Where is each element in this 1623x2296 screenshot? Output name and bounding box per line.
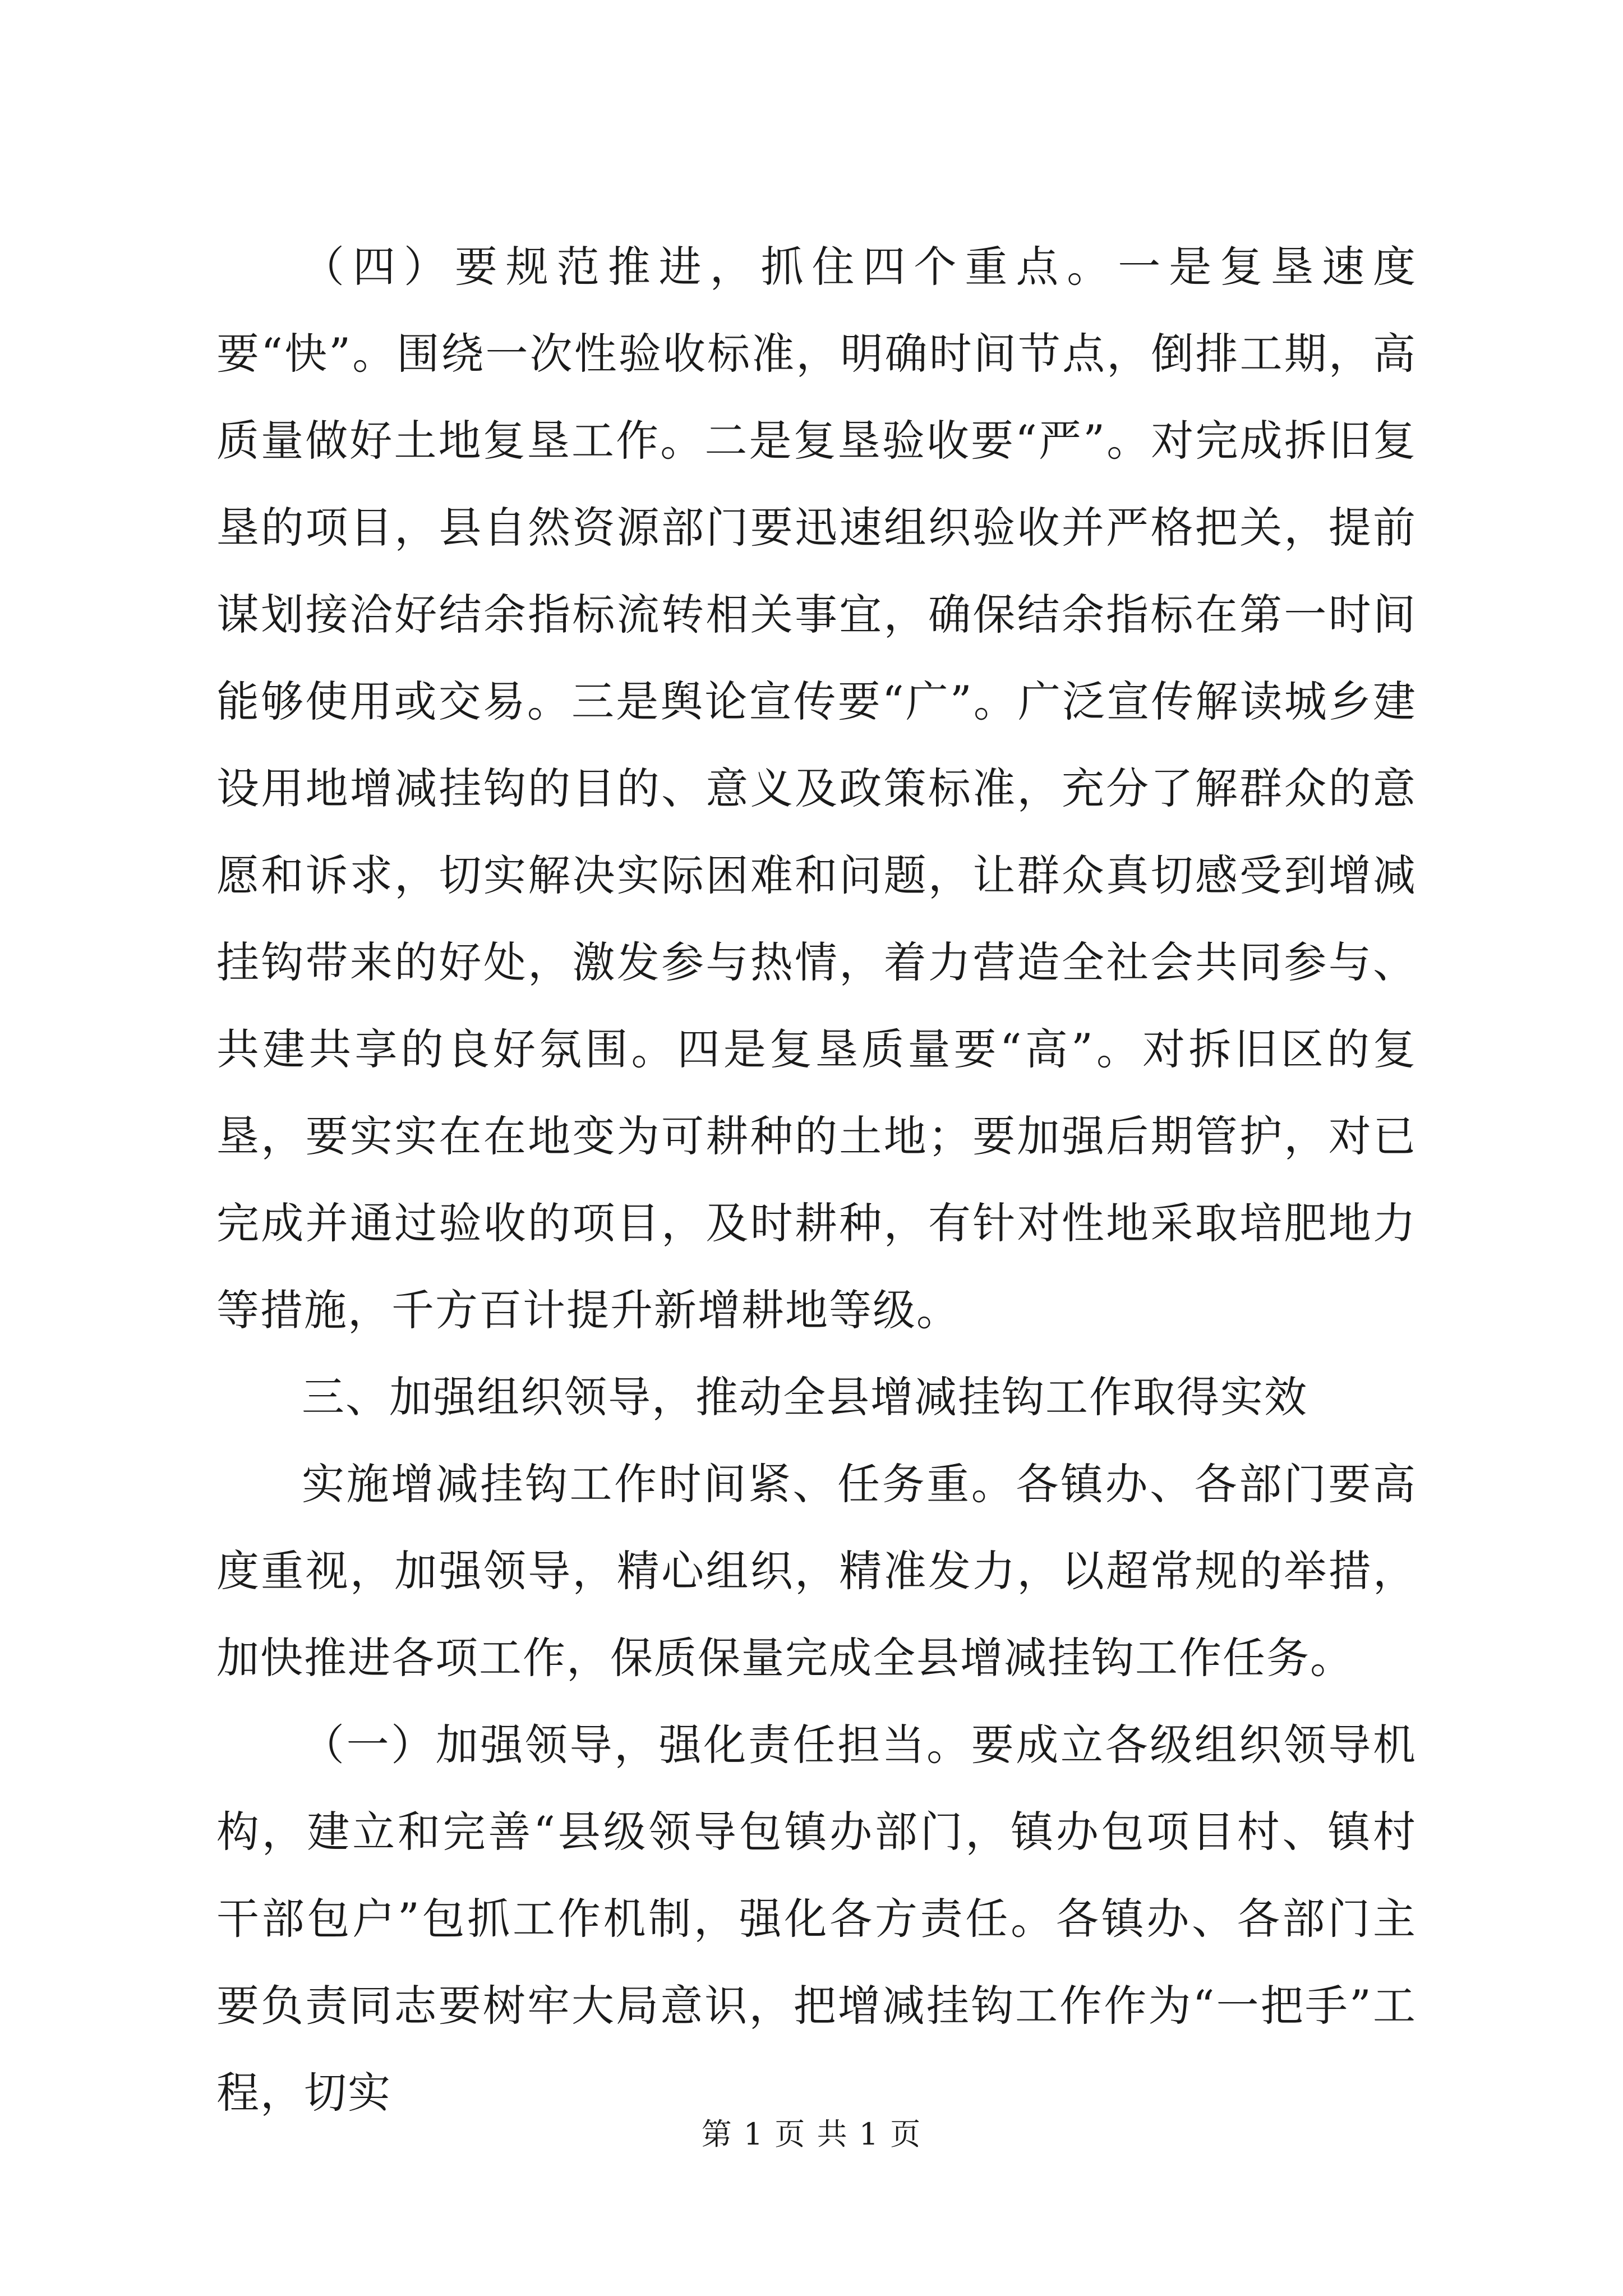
section-heading-three: 三、加强组织领导，推动全县增减挂钩工作取得实效 bbox=[302, 1372, 1308, 1422]
paragraph-four-key-points: （四）要规范推进，抓住四个重点。一是复垦速度要“快”。围绕一次性验收标准，明确时间节点，倒排工期，高质量做好土地复垦工作。二是复垦验收要“严”。对完成拆旧复垦的项目，县自然资源部门要迅速组织验收并严格把关，提前谋划接洽好结余指标流转相关事宜，确保结余指标在第一时间能够使用或交易。三是舆论宣传要“广”。广泛宣传解读城乡建设用地增减挂钩的目的、意义及政策标准，充分了解群众的意愿和诉求，切实解决实际困难和问题，让群众真切感受到增减挂钩带来的好处，激发参与热情，着力营造全社会共同参与、共建共享的良好氛围。四是复垦质量要“高”。对拆旧区的复垦，要实实在在地变为可耕种的土地；要加强后期管护，对已完成并通过验收的项目，及时耕种，有针对性地采取培肥地力等措施，千方百计提升新增耕地等级。 bbox=[216, 242, 1417, 1335]
document-body bbox=[216, 223, 1417, 2136]
page-footer: 第 1 页 共 1 页 bbox=[701, 2116, 922, 2152]
paragraph-leadership: （一）加强领导，强化责任担当。要成立各级组织领导机构，建立和完善“县级领导包镇办部门，镇办包项目村、镇村干部包户”包抓工作机制，强化各方责任。各镇办、各部门主要负责同志要树牢大局意识，把增减挂钩工作作为“一把手”工程，切实 bbox=[216, 1720, 1417, 2118]
paragraph-implementation: 实施增减挂钩工作时间紧、任务重。各镇办、各部门要高度重视，加强领导，精心组织，精准发力，以超常规的举措，加快推进各项工作，保质保量完成全县增减挂钩工作任务。 bbox=[216, 1459, 1417, 1683]
